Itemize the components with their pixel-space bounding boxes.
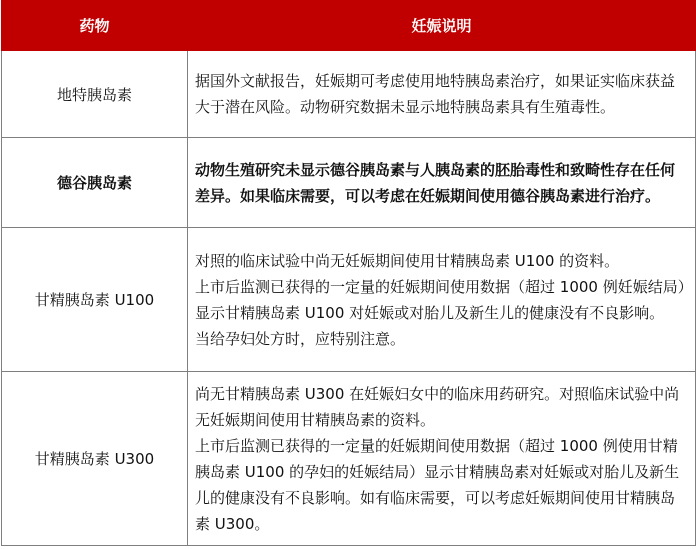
header-drug: 药物: [2, 1, 188, 51]
note-paragraph: 上市后监测已获得的一定量的妊娠期间使用数据（超过 1000 例妊娠结局）显示甘精胰岛素 U100 对妊娠或对胎儿及新生儿的健康没有不良影响。: [195, 277, 686, 322]
table-row: [2, 228, 696, 372]
note-paragraph: 尚无甘精胰岛素 U300 在妊娠妇女中的临床用药研究。对照临床试验中尚无妊娠期间使用甘精胰岛素的资料。: [195, 384, 680, 429]
note-paragraph: 据国外文献报告，妊娠期可考虑使用地特胰岛素治疗，如果证实临床获益大于潜在风险。动物研究数据未显示地特胰岛素具有生殖毒性。: [195, 72, 676, 116]
drug-name: 德谷胰岛素: [2, 138, 188, 228]
note-paragraph: 动物生殖研究未显示德谷胰岛素与人胰岛素的胚胎毒性和致畸性存在任何差异。如果临床需要，可以考虑在妊娠期间使用德谷胰岛素进行治疗。: [195, 160, 676, 205]
drug-name: 甘精胰岛素 U100: [2, 228, 188, 372]
pregnancy-info-table: [1, 0, 696, 546]
pregnancy-note: [188, 138, 696, 228]
note-paragraph: 当给孕妇处方时，应特别注意。: [195, 329, 406, 348]
header-row: [2, 1, 696, 51]
pregnancy-note: [188, 228, 696, 372]
table-row: [2, 51, 696, 138]
note-paragraph: 对照的临床试验中尚无妊娠期间使用甘精胰岛素 U100 的资料。: [195, 251, 620, 270]
pregnancy-note: [188, 372, 696, 546]
drug-name: 地特胰岛素: [2, 51, 188, 138]
table-row: [2, 138, 696, 228]
drug-name: 甘精胰岛素 U300: [2, 372, 188, 546]
header-pregnancy-note: 妊娠说明: [188, 1, 696, 51]
pregnancy-note: [188, 51, 696, 138]
note-paragraph: 上市后监测已获得的一定量的妊娠期间使用数据（超过 1000 例使用甘精胰岛素 U100 的孕妇的妊娠结局）显示甘精胰岛素对妊娠或对胎儿及新生儿的健康没有不良影响。如有临床需要，可以考虑妊娠期间使用甘精胰岛素 U300。: [195, 436, 680, 533]
table-row: [2, 372, 696, 546]
